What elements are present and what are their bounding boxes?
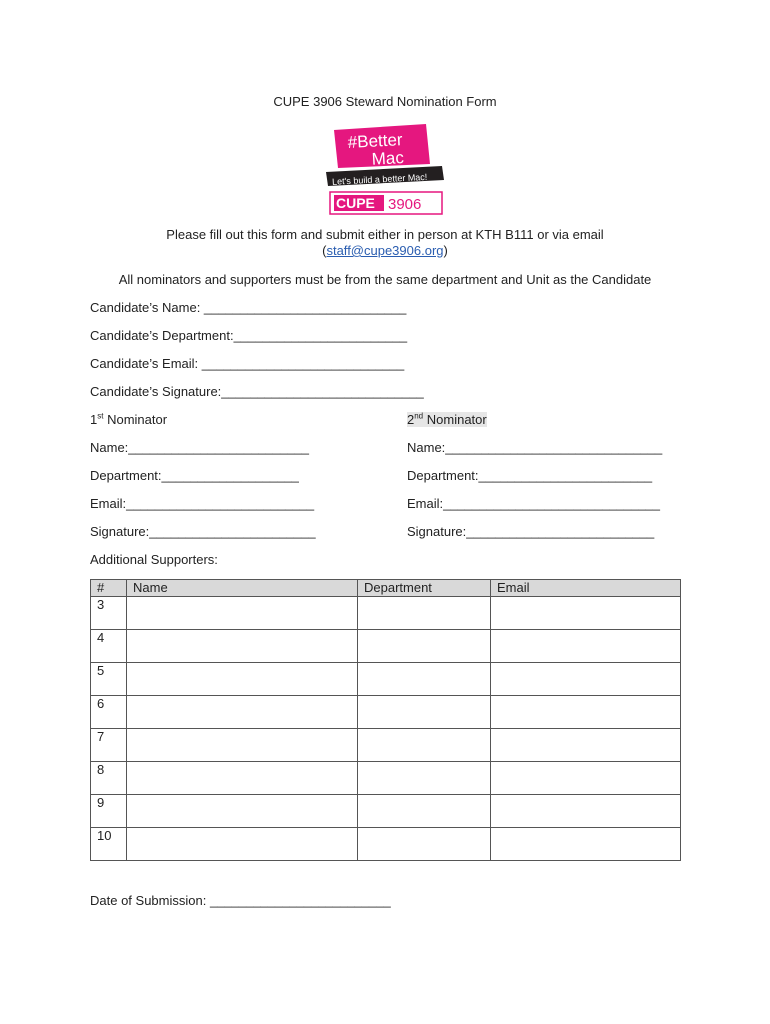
nominator2-heading: 2nd Nominator: [407, 411, 487, 427]
row-number: 3: [91, 597, 127, 630]
row-number: 4: [91, 630, 127, 663]
table-row: [91, 762, 681, 795]
staff-email-link[interactable]: staff@cupe3906.org: [326, 243, 444, 258]
form-title: CUPE 3906 Steward Nomination Form: [273, 94, 497, 109]
nominator2-email-field[interactable]: Email:______________________________: [407, 496, 661, 511]
nominator2-signature-field[interactable]: Signature:__________________________: [407, 524, 655, 539]
better-mac-logo: [326, 120, 446, 216]
table-row: [91, 828, 681, 861]
supporter-name-cell[interactable]: [127, 729, 358, 762]
candidate-department-field[interactable]: Candidate’s Department:________________________: [90, 328, 408, 343]
nominator1-name-field[interactable]: Name:_________________________: [90, 440, 310, 455]
table-row: [91, 663, 681, 696]
svg-text:3906: 3906: [388, 196, 422, 213]
svg-text:#Better: #Better: [347, 130, 403, 152]
candidate-signature-field[interactable]: Candidate’s Signature:____________________________: [90, 384, 424, 399]
col-header-number: #: [91, 580, 127, 597]
instructions: Please fill out this form and submit either in person at KTH B111 or via email: [166, 227, 604, 242]
table-row: [91, 630, 681, 663]
supporter-email-cell[interactable]: [491, 696, 681, 729]
additional-supporters-label: Additional Supporters:: [90, 552, 218, 567]
row-number: 6: [91, 696, 127, 729]
row-number: 10: [91, 828, 127, 861]
supporter-department-cell[interactable]: [358, 828, 491, 861]
table-row: [91, 597, 681, 630]
supporter-email-cell[interactable]: [491, 828, 681, 861]
table-row: [91, 729, 681, 762]
supporter-department-cell[interactable]: [358, 729, 491, 762]
supporter-department-cell[interactable]: [358, 696, 491, 729]
row-number: 5: [91, 663, 127, 696]
supporter-department-cell[interactable]: [358, 762, 491, 795]
svg-text:Let's build a better Mac!: Let's build a better Mac!: [331, 171, 428, 187]
supporter-name-cell[interactable]: [127, 762, 358, 795]
supporter-email-cell[interactable]: [491, 630, 681, 663]
supporter-department-cell[interactable]: [358, 795, 491, 828]
supporter-department-cell[interactable]: [358, 630, 491, 663]
supporter-name-cell[interactable]: [127, 828, 358, 861]
nominator1-signature-field[interactable]: Signature:_______________________: [90, 524, 316, 539]
nominator1-department-field[interactable]: Department:___________________: [90, 468, 299, 483]
supporter-email-cell[interactable]: [491, 795, 681, 828]
row-number: 9: [91, 795, 127, 828]
row-number: 8: [91, 762, 127, 795]
supporter-department-cell[interactable]: [358, 597, 491, 630]
svg-text:CUPE: CUPE: [336, 195, 375, 211]
supporters-table: [90, 579, 681, 861]
col-header-department: Department: [358, 580, 491, 597]
supporter-name-cell[interactable]: [127, 630, 358, 663]
supporter-name-cell[interactable]: [127, 696, 358, 729]
supporter-email-cell[interactable]: [491, 597, 681, 630]
col-header-name: Name: [127, 580, 358, 597]
col-header-email: Email: [491, 580, 681, 597]
candidate-name-field[interactable]: Candidate’s Name: ____________________________: [90, 300, 407, 315]
supporter-name-cell[interactable]: [127, 795, 358, 828]
supporter-email-cell[interactable]: [491, 762, 681, 795]
eligibility-note: All nominators and supporters must be from the same department and Unit as the Candidate: [118, 272, 652, 287]
supporter-name-cell[interactable]: [127, 663, 358, 696]
supporter-name-cell[interactable]: [127, 597, 358, 630]
nominator1-heading: 1st Nominator: [90, 411, 168, 427]
date-of-submission-field[interactable]: Date of Submission: _________________________: [90, 893, 391, 908]
nominator2-department-field[interactable]: Department:________________________: [407, 468, 653, 483]
nominator1-email-field[interactable]: Email:__________________________: [90, 496, 315, 511]
row-number: 7: [91, 729, 127, 762]
supporter-email-cell[interactable]: [491, 729, 681, 762]
table-row: [91, 696, 681, 729]
instructions-email-line: (staff@cupe3906.org): [322, 243, 448, 258]
candidate-email-field[interactable]: Candidate’s Email: ____________________________: [90, 356, 405, 371]
nominator2-name-field[interactable]: Name:______________________________: [407, 440, 663, 455]
supporter-department-cell[interactable]: [358, 663, 491, 696]
svg-text:Mac: Mac: [371, 148, 405, 169]
supporter-email-cell[interactable]: [491, 663, 681, 696]
table-row: [91, 795, 681, 828]
